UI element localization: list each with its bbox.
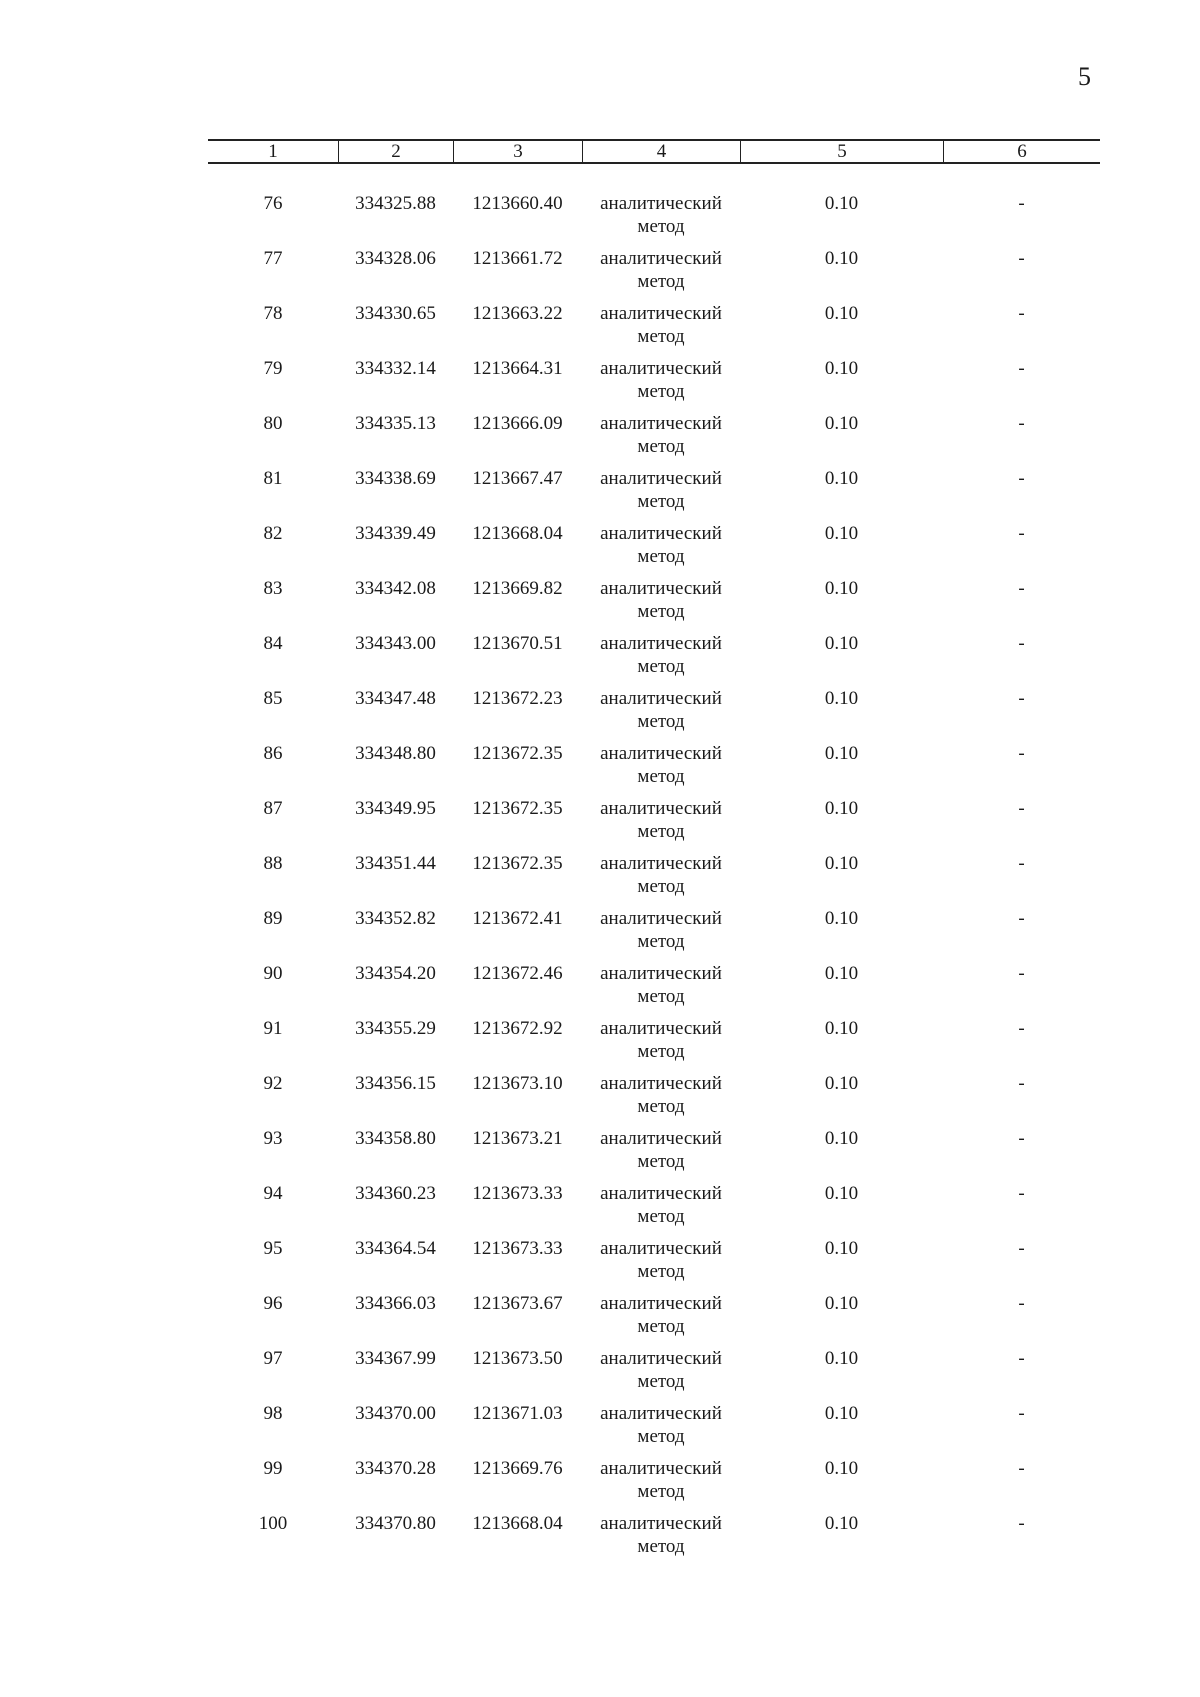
method-line-1: аналитический [600,1293,722,1314]
point-number: 96 [263,1293,283,1314]
method-line-1: аналитический [600,468,722,489]
accuracy: 0.10 [824,303,859,324]
method-line-2: метод [637,436,685,457]
method [582,577,740,632]
point-number: 99 [263,1458,283,1479]
method-line-1: аналитический [600,1128,722,1149]
header-col-3: 3 [453,141,582,162]
method [582,357,740,412]
table-row [208,302,1100,357]
method [582,467,740,522]
table-row [208,1072,1100,1127]
description: - [1018,1018,1025,1039]
table-row [208,522,1100,577]
table-row [208,412,1100,467]
coordinate-y: 1213672.35 [472,798,563,819]
method-line-1: аналитический [600,1238,722,1259]
coordinate-x: 334355.29 [355,1018,436,1039]
method-line-2: метод [637,821,685,842]
description: - [1018,908,1025,929]
method-line-2: метод [637,491,685,512]
point-number: 85 [263,688,283,709]
table-row [208,632,1100,687]
table-body [208,192,1100,1567]
point-number: 87 [263,798,283,819]
method-line-2: метод [637,1316,685,1337]
accuracy: 0.10 [824,798,859,819]
coordinate-y: 1213667.47 [472,468,563,489]
description: - [1018,468,1025,489]
method-line-2: метод [637,601,685,622]
point-number: 89 [263,908,283,929]
description: - [1018,303,1025,324]
method-line-1: аналитический [600,1513,722,1534]
accuracy: 0.10 [824,1073,859,1094]
method [582,742,740,797]
method-line-1: аналитический [600,688,722,709]
method-line-1: аналитический [600,743,722,764]
method [582,522,740,577]
accuracy: 0.10 [824,413,859,434]
accuracy: 0.10 [824,908,859,929]
coordinate-y: 1213673.50 [472,1348,563,1369]
description: - [1018,743,1025,764]
method-line-1: аналитический [600,1458,722,1479]
table-row [208,192,1100,247]
table-row [208,962,1100,1017]
point-number: 98 [263,1403,283,1424]
method-line-2: метод [637,1206,685,1227]
point-number: 83 [263,578,283,599]
accuracy: 0.10 [824,1458,859,1479]
accuracy: 0.10 [824,1183,859,1204]
description: - [1018,578,1025,599]
method-line-2: метод [637,711,685,732]
point-number: 76 [263,193,283,214]
table-row [208,1402,1100,1457]
method-line-2: метод [637,1371,685,1392]
point-number: 86 [263,743,283,764]
coordinate-y: 1213669.82 [472,578,563,599]
table-row [208,907,1100,962]
table-row [208,1347,1100,1402]
description: - [1018,1293,1025,1314]
coordinate-x: 334348.80 [355,743,436,764]
header-col-5: 5 [740,141,943,162]
accuracy: 0.10 [824,523,859,544]
table-row [208,1292,1100,1347]
method [582,1292,740,1347]
point-number: 97 [263,1348,283,1369]
description: - [1018,1238,1025,1259]
method-line-2: метод [637,1041,685,1062]
method-line-2: метод [637,766,685,787]
description: - [1018,798,1025,819]
description: - [1018,1183,1025,1204]
method-line-1: аналитический [600,1348,722,1369]
accuracy: 0.10 [824,633,859,654]
method-line-1: аналитический [600,1018,722,1039]
description: - [1018,633,1025,654]
method-line-2: метод [637,1481,685,1502]
accuracy: 0.10 [824,688,859,709]
accuracy: 0.10 [824,1238,859,1259]
table-row [208,1512,1100,1567]
point-number: 88 [263,853,283,874]
method-line-2: метод [637,876,685,897]
accuracy: 0.10 [824,1293,859,1314]
point-number: 77 [263,248,283,269]
coordinate-x: 334328.06 [355,248,436,269]
description: - [1018,248,1025,269]
method [582,302,740,357]
accuracy: 0.10 [824,578,859,599]
coordinate-y: 1213672.35 [472,743,563,764]
coordinate-y: 1213673.21 [472,1128,563,1149]
method-line-2: метод [637,1096,685,1117]
coordinate-x: 334360.23 [355,1183,436,1204]
coordinate-y: 1213663.22 [472,303,563,324]
description: - [1018,853,1025,874]
method-line-2: метод [637,216,685,237]
point-number: 92 [263,1073,283,1094]
method-line-1: аналитический [600,908,722,929]
table-row [208,1457,1100,1512]
method [582,907,740,962]
coordinate-x: 334330.65 [355,303,436,324]
header-col-6: 6 [943,141,1100,162]
coordinate-x: 334347.48 [355,688,436,709]
table-row [208,687,1100,742]
method-line-2: метод [637,271,685,292]
method [582,687,740,742]
coordinate-y: 1213668.04 [472,1513,563,1534]
coordinate-y: 1213672.35 [472,853,563,874]
description: - [1018,1458,1025,1479]
method-line-2: метод [637,546,685,567]
method [582,962,740,1017]
header-col-1: 1 [268,140,278,162]
method-line-1: аналитический [600,1073,722,1094]
method-line-2: метод [637,1151,685,1172]
coordinate-x: 334370.28 [355,1458,436,1479]
method-line-2: метод [637,1426,685,1447]
method [582,192,740,247]
accuracy: 0.10 [824,358,859,379]
point-number: 91 [263,1018,283,1039]
method-line-2: метод [637,1261,685,1282]
coordinate-x: 334335.13 [355,413,436,434]
accuracy: 0.10 [824,1513,859,1534]
accuracy: 0.10 [824,468,859,489]
method-line-1: аналитический [600,853,722,874]
method-line-1: аналитический [600,1403,722,1424]
method-line-2: метод [637,656,685,677]
accuracy: 0.10 [824,963,859,984]
method [582,1402,740,1457]
method-line-1: аналитический [600,1183,722,1204]
point-number: 93 [263,1128,283,1149]
method [582,1182,740,1237]
coordinate-y: 1213673.33 [472,1183,563,1204]
table-row [208,577,1100,632]
coordinate-x: 334325.88 [355,193,436,214]
description: - [1018,193,1025,214]
description: - [1018,1348,1025,1369]
method-line-1: аналитический [600,358,722,379]
description: - [1018,1513,1025,1534]
coordinate-y: 1213672.23 [472,688,563,709]
coordinate-y: 1213670.51 [472,633,563,654]
method-line-1: аналитический [600,193,722,214]
coordinate-x: 334367.99 [355,1348,436,1369]
description: - [1018,358,1025,379]
coordinate-y: 1213672.41 [472,908,563,929]
table-row [208,797,1100,852]
coordinate-y: 1213672.46 [472,963,563,984]
method-line-2: метод [637,1536,685,1557]
description: - [1018,413,1025,434]
method [582,1512,740,1567]
coordinate-x: 334338.69 [355,468,436,489]
table-row [208,1182,1100,1237]
method-line-1: аналитический [600,633,722,654]
method-line-2: метод [637,931,685,952]
coordinate-x: 334352.82 [355,908,436,929]
point-number: 94 [263,1183,283,1204]
coordinate-x: 334342.08 [355,578,436,599]
method [582,1017,740,1072]
method [582,632,740,687]
table-row [208,1127,1100,1182]
accuracy: 0.10 [824,193,859,214]
table-row [208,247,1100,302]
coordinate-x: 334339.49 [355,523,436,544]
table-row [208,852,1100,907]
header-col-2: 2 [338,141,453,162]
method [582,797,740,852]
coordinate-x: 334356.15 [355,1073,436,1094]
method-line-2: метод [637,986,685,1007]
method-line-1: аналитический [600,248,722,269]
coordinate-x: 334343.00 [355,633,436,654]
coordinate-y: 1213668.04 [472,523,563,544]
point-number: 78 [263,303,283,324]
description: - [1018,1128,1025,1149]
method [582,412,740,467]
accuracy: 0.10 [824,248,859,269]
point-number: 95 [263,1238,283,1259]
table-row [208,1237,1100,1292]
description: - [1018,688,1025,709]
method-line-1: аналитический [600,963,722,984]
coordinate-x: 334349.95 [355,798,436,819]
point-number: 90 [263,963,283,984]
point-number: 79 [263,358,283,379]
accuracy: 0.10 [824,853,859,874]
coordinate-y: 1213664.31 [472,358,563,379]
coordinate-x: 334351.44 [355,853,436,874]
coordinates-table [208,139,1100,1567]
method [582,1237,740,1292]
coordinate-x: 334366.03 [355,1293,436,1314]
table-row [208,467,1100,522]
method [582,1457,740,1512]
coordinate-x: 334370.80 [355,1513,436,1534]
page-number: 5 [1078,62,1091,91]
table-row [208,1017,1100,1072]
point-number: 84 [263,633,283,654]
description: - [1018,1073,1025,1094]
coordinate-x: 334354.20 [355,963,436,984]
method-line-1: аналитический [600,798,722,819]
point-number: 81 [263,468,283,489]
method-line-1: аналитический [600,578,722,599]
coordinate-y: 1213660.40 [472,193,563,214]
coordinate-x: 334358.80 [355,1128,436,1149]
table-header [208,139,1100,164]
coordinate-y: 1213673.67 [472,1293,563,1314]
coordinate-y: 1213673.10 [472,1073,563,1094]
accuracy: 0.10 [824,1403,859,1424]
method [582,247,740,302]
description: - [1018,523,1025,544]
coordinate-x: 334332.14 [355,358,436,379]
point-number: 80 [263,413,283,434]
coordinate-y: 1213661.72 [472,248,563,269]
table-row [208,357,1100,412]
method-line-1: аналитический [600,303,722,324]
coordinate-y: 1213672.92 [472,1018,563,1039]
description: - [1018,1403,1025,1424]
coordinate-y: 1213666.09 [472,413,563,434]
method [582,852,740,907]
coordinate-x: 334370.00 [355,1403,436,1424]
method-line-2: метод [637,381,685,402]
table-row [208,742,1100,797]
header-col-4: 4 [582,141,740,162]
method-line-1: аналитический [600,523,722,544]
accuracy: 0.10 [824,1018,859,1039]
accuracy: 0.10 [824,1128,859,1149]
method-line-2: метод [637,326,685,347]
coordinate-x: 334364.54 [355,1238,436,1259]
coordinate-y: 1213671.03 [472,1403,563,1424]
method [582,1347,740,1402]
description: - [1018,963,1025,984]
coordinate-y: 1213669.76 [472,1458,563,1479]
accuracy: 0.10 [824,743,859,764]
accuracy: 0.10 [824,1348,859,1369]
coordinate-y: 1213673.33 [472,1238,563,1259]
method-line-1: аналитический [600,413,722,434]
method [582,1127,740,1182]
point-number: 100 [258,1513,288,1534]
point-number: 82 [263,523,283,544]
method [582,1072,740,1127]
